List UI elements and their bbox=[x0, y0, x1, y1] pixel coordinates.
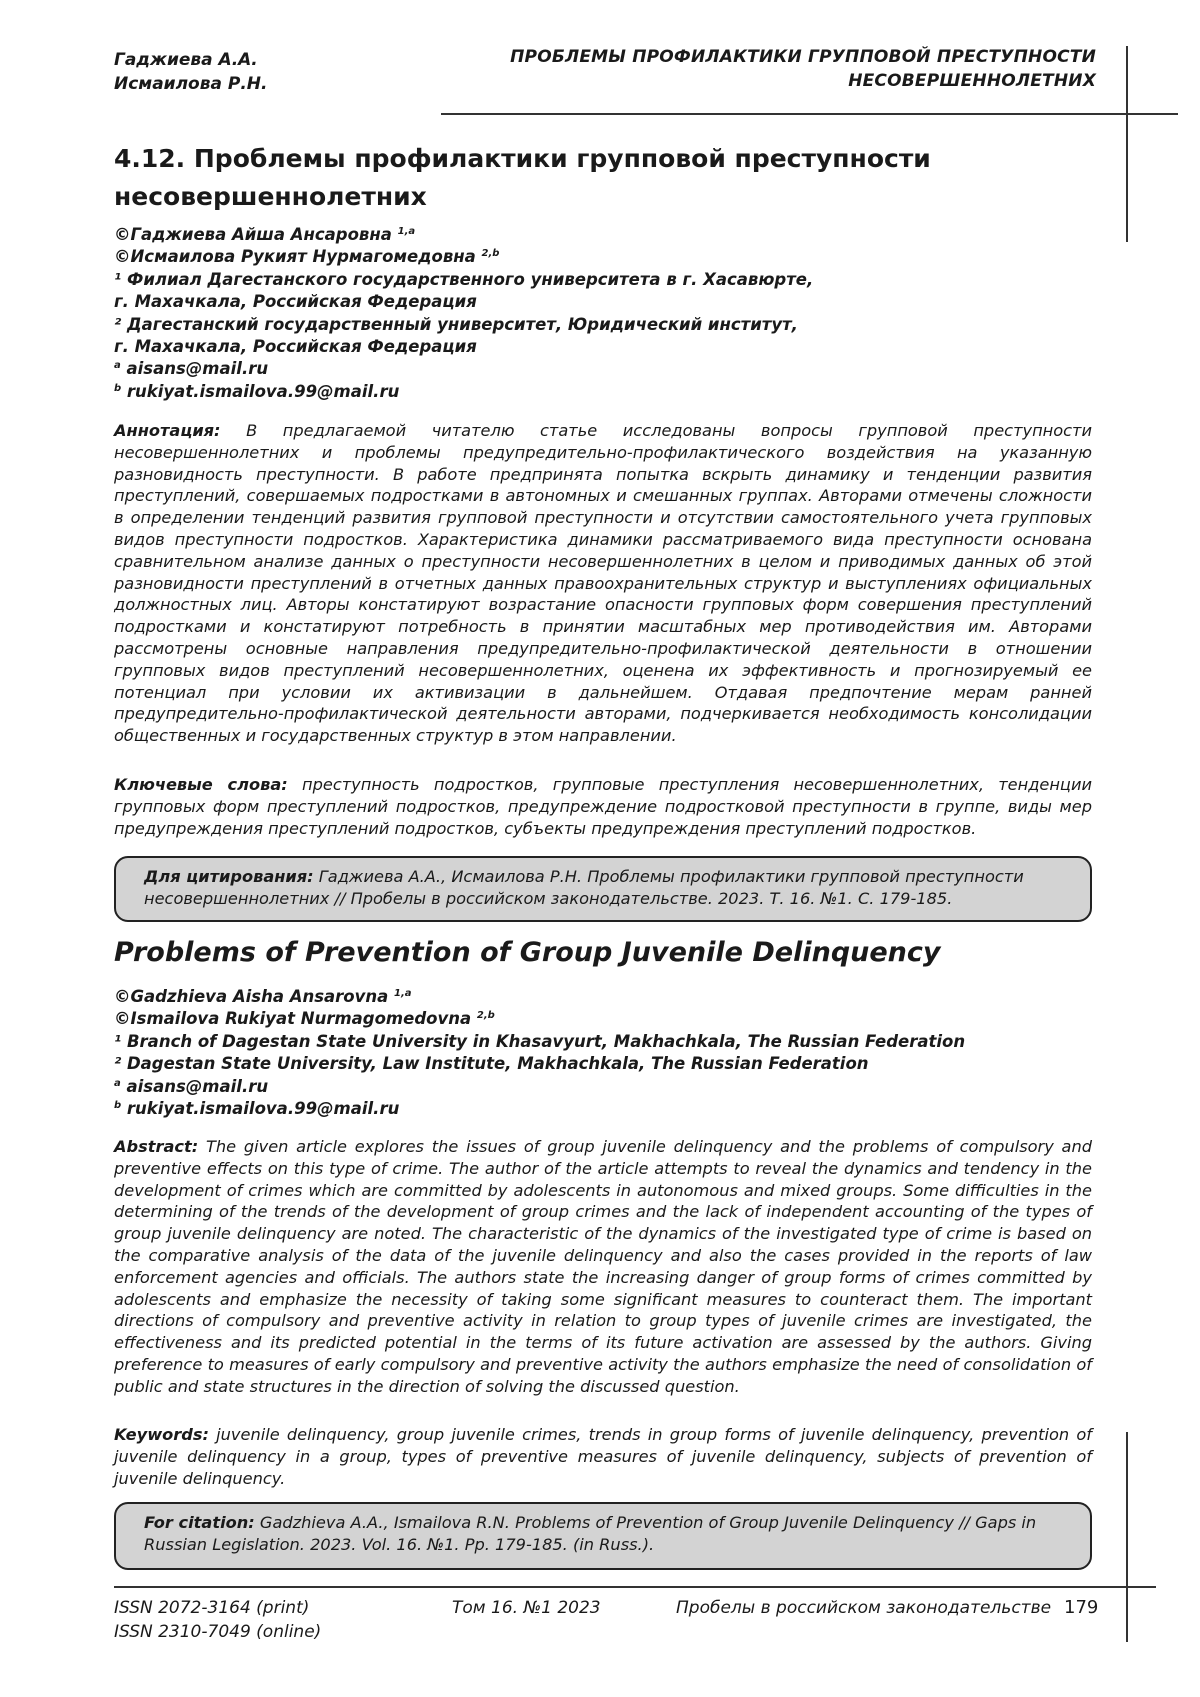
author-line: ©Гаджиева Айша Ансаровна $^{1,a}$ bbox=[114, 225, 416, 244]
email-line: $^a$ aisans@mail.ru bbox=[114, 1076, 269, 1096]
abstract-ru: Аннотация: В предлагаемой читателю статье исследованы вопросы групповой преступности несовершеннолетних и проблемы предупредительно-профилактического воздействия на указанную разновидность преступности. В работе предпринята попытка вскрыть динамику и тенденции развития преступлений, совершаемых подростками в автономных и смешанных группах. Авторами отмечены сложности в определении тенденций развития групповой преступности и отсутствии самостоятельного учета групповых видов преступности подростков. Характеристика динамики рассматриваемого вида преступности основана сравнительном анализе данных о преступности несовершеннолетних в целом и приводимых данных об этой разновидности преступлений в отчетных данных правоохранительных структур и выступлениях официальных должностных лиц. Авторы констатируют возрастание опасности групповых форм совершения преступлений подростками и констатируют потребность в принятии масштабных мер противодействия им. Авторами рассмотрены основные направления предупредительно-профилактической деятельности в отношении групповых видов преступлений несовершеннолетних, оценена их эффективность и прогнозируемый ее потенциал при условии их активизации в дальнейшем. Отдавая предпочтение мерам ранней предупредительно-профилактической деятельности авторами, подчеркивается необходимость консолидации общественных и государственных структур в этом направлении. bbox=[114, 421, 1092, 746]
issn-block bbox=[114, 1596, 321, 1644]
citation-box-ru: Для цитирования: Гаджиева А.А., Исмаилова Р.Н. Проблемы профилактики групповой преступности несовершеннолетних // Пробелы в российском законодательстве. 2023. Т. 16. №1. С. 179-185. bbox=[114, 856, 1092, 922]
affiliation-line: г. Махачкала, Российская Федерация bbox=[114, 292, 477, 312]
affiliation-line: ² Dagestan State University, Law Institute, Makhachkala, The Russian Federation bbox=[114, 1054, 869, 1074]
citation-box-en: For citation: Gadzhieva A.A., Ismailova R.N. Problems of Prevention of Group Juvenile Delinquency // Gaps in Russian Legislation. 2023. Vol. 16. №1. Pp. 179-185. (in Russ.). bbox=[114, 1502, 1092, 1570]
keywords-en: Keywords: juvenile delinquency, group juvenile crimes, trends in group forms of juvenile delinquency, prevention of juvenile delinquency in a group, types of preventive measures of juvenile delinquency, subjects of prevention of juvenile delinquency. bbox=[114, 1425, 1092, 1488]
authors-block-ru bbox=[114, 224, 1014, 403]
header-rule bbox=[441, 113, 1178, 115]
abstract-label: Abstract: bbox=[114, 1137, 199, 1156]
running-header-title: ПРОБЛЕМЫ ПРОФИЛАКТИКИ ГРУППОВОЙ ПРЕСТУПНОСТИ НЕСОВЕРШЕННОЛЕТНИХ bbox=[510, 47, 1096, 91]
email-line: $^b$ rukiyat.ismailova.99@mail.ru bbox=[114, 1099, 400, 1119]
footer-vertical-rule bbox=[1126, 1432, 1128, 1642]
abstract-label: Аннотация: bbox=[114, 421, 221, 440]
header-author: Гаджиева А.А. bbox=[114, 50, 258, 70]
affiliation-line: ¹ Branch of Dagestan State University in Khasavyurt, Makhachkala, The Russian Federation bbox=[114, 1031, 966, 1051]
journal-name: Пробелы в российском законодательстве bbox=[676, 1598, 1052, 1618]
keywords-label: Keywords: bbox=[114, 1425, 209, 1444]
abstract-en: Abstract: The given article explores the issues of group juvenile delinquency and the problems of compulsory and preventive effects on this type of crime. The author of the article attempts to reveal the dynamics and tendency in the development of crimes which are committed by adolescents in autonomous and mixed groups. Some difficulties in the determining of the trends of the development of group crimes and the lack of independent accounting of the types of group juvenile delinquency are noted. The characteristic of the dynamics of the investigated type of crime is based on the comparative analysis of the data of the juvenile delinquency and also the cases provided in the reports of law enforcement agencies and officials. The authors state the increasing danger of group forms of crimes committed by adolescents and emphasize the necessity of taking some significant measures to counteract them. The important directions of compulsory and preventive activity in relation to group types of juvenile crimes are investigated, the effectiveness and its predicted potential in the terms of its future activation are assessed by the authors. Giving preference to measures of early compulsory and preventive activity the authors emphasize the need of consolidation of public and state structures in the direction of solving the discussed question. bbox=[114, 1137, 1092, 1396]
article-title-ru: 4.12. Проблемы профилактики групповой преступности несовершеннолетних bbox=[114, 144, 931, 211]
author-line: ©Gadzhieva Aisha Ansarovna $^{1,a}$ bbox=[114, 987, 412, 1006]
running-header-authors bbox=[114, 48, 267, 96]
email-line: $^a$ aisans@mail.ru bbox=[114, 359, 269, 379]
keywords-ru: Ключевые слова: преступность подростков, групповые преступления несовершеннолетних, тенденции групповых форм преступлений подростков, предупреждение подростковой преступности в группе, виды мер предупреждения преступлений подростков, субъекты предупреждения преступлений подростков. bbox=[114, 775, 1092, 838]
article-title-en: Problems of Prevention of Group Juvenile Delinquency bbox=[114, 937, 941, 968]
email-line: $^b$ rukiyat.ismailova.99@mail.ru bbox=[114, 381, 400, 401]
volume-issue: Том 16. №1 2023 bbox=[452, 1598, 601, 1618]
issn-print: ISSN 2072-3164 (print) bbox=[114, 1598, 310, 1618]
keywords-label: Ключевые слова: bbox=[114, 775, 288, 794]
footer-rule bbox=[114, 1586, 1156, 1588]
authors-block-en bbox=[114, 986, 1014, 1120]
citation-label: Для цитирования: bbox=[144, 867, 314, 886]
affiliation-line: г. Махачкала, Российская Федерация bbox=[114, 337, 477, 357]
author-line: ©Ismailova Rukiyat Nurmagomedovna $^{2,b}$ bbox=[114, 1009, 495, 1029]
header-vertical-rule bbox=[1126, 46, 1128, 242]
issn-online: ISSN 2310-7049 (online) bbox=[114, 1622, 322, 1642]
affiliation-line: ² Дагестанский государственный университет, Юридический институт, bbox=[114, 314, 798, 334]
citation-label: For citation: bbox=[144, 1513, 255, 1532]
author-line: ©Исмаилова Рукият Нурмагомедовна $^{2,b}$ bbox=[114, 247, 500, 267]
affiliation-line: ¹ Филиал Дагестанского государственного университета в г. Хасавюрте, bbox=[114, 269, 814, 289]
page-number: 179 bbox=[1064, 1597, 1099, 1618]
header-author: Исмаилова Р.Н. bbox=[114, 74, 268, 94]
